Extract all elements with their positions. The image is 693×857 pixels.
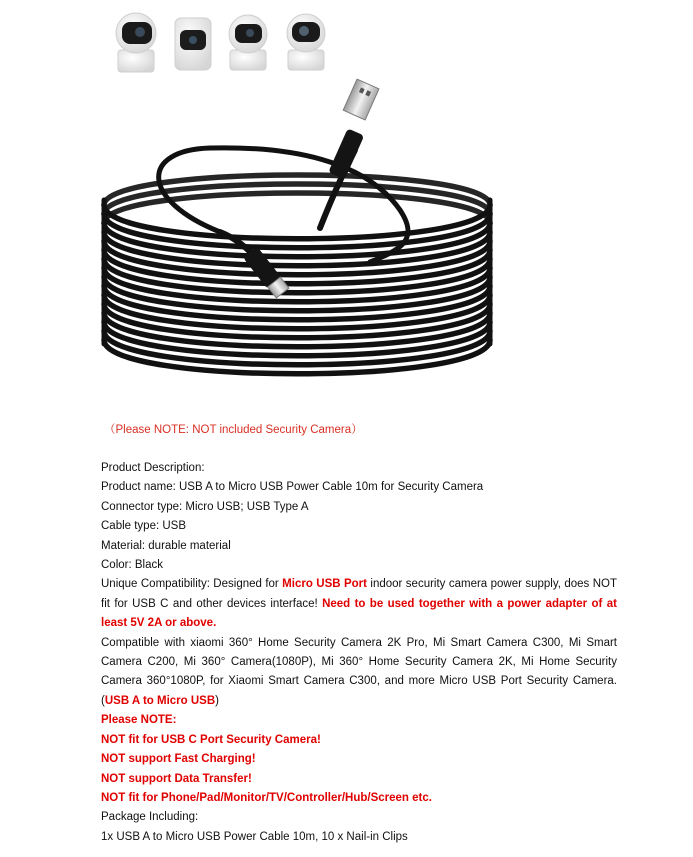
- product-name-line: Product name: USB A to Micro USB Power Cable 10m for Security Camera: [101, 481, 484, 494]
- connector-type-line: Connector type: Micro USB; USB Type A: [101, 500, 309, 513]
- compat-port-highlight: Micro USB Port: [282, 578, 367, 591]
- color-line: Color: Black: [101, 559, 163, 572]
- camera-not-included-note: （Please NOTE: NOT included Security Camera）: [104, 424, 363, 436]
- compatible-text-a: Compatible with xiaomi 360° Home Security Camera 2K Pro, Mi Smart Camera C300, Mi Smart Camera C200, Mi 360° Camera(1080P), Mi 360° Home Security Camera 2K, Mi Home Security Camera 360°1080P, for Xiaomi Smart Camera C300, and more Micro USB Port Security Camera.(: [101, 636, 617, 707]
- compatible-text-c: ): [215, 694, 220, 707]
- material-line: Material: durable material: [101, 539, 231, 552]
- package-heading: Package Including:: [101, 811, 199, 824]
- compatible-models-paragraph: [101, 634, 617, 712]
- note-usb-c: NOT fit for USB C Port Security Camera!: [101, 733, 321, 746]
- cable-type-line: Cable type: USB: [101, 520, 187, 533]
- camera-thumbnail-2: [175, 18, 211, 70]
- note-heading: Please NOTE:: [101, 714, 177, 727]
- note-fast-charging: NOT support Fast Charging!: [101, 753, 256, 766]
- description-heading: Product Description:: [101, 462, 205, 474]
- usb-a-plug: [328, 79, 379, 179]
- product-description: [101, 459, 617, 847]
- compatible-cable-highlight: USB A to Micro USB: [104, 694, 216, 707]
- compat-adapter-warning: Need to be used together with a power adapter of at least 5V 2A or above.: [101, 597, 617, 630]
- camera-thumbnail-3: [229, 15, 267, 70]
- camera-thumbnail-1: [116, 13, 156, 72]
- compat-text-c: indoor security camera power supply, does NOT fit for USB C and other devices interface!: [101, 578, 618, 610]
- package-contents: 1x USB A to Micro USB Power Cable 10m, 10 x Nail-in Clips: [101, 830, 408, 843]
- coiled-cable: [104, 148, 490, 374]
- note-data-transfer: NOT support Data Transfer!: [101, 772, 252, 785]
- compat-text-a: Unique Compatibility: Designed for: [101, 578, 283, 591]
- note-devices: NOT fit for Phone/Pad/Monitor/TV/Controller/Hub/Screen etc.: [101, 791, 432, 804]
- product-image: [100, 0, 500, 400]
- compatibility-paragraph: [101, 575, 617, 633]
- camera-thumbnail-4: [287, 14, 325, 70]
